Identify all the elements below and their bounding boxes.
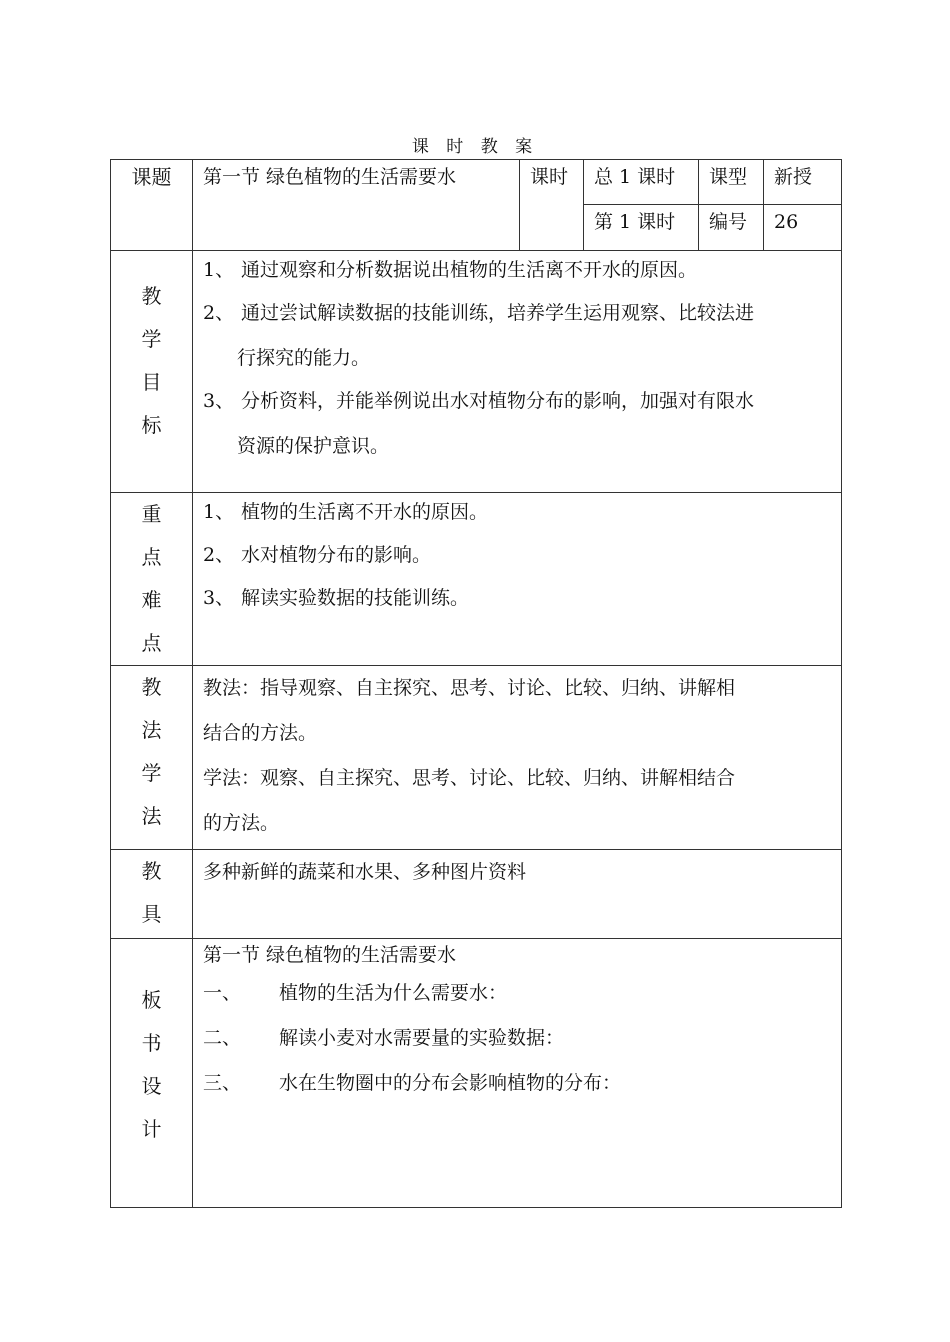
methods-row [111,666,842,850]
list-item: 3、 分析资料，并能举例说出水对植物分布的影响，加强对有限水 资源的保护意识。 [203,390,755,457]
board-row [111,939,842,1208]
current-period: 第 1 课时 [584,205,699,251]
type-label: 课型 [699,160,764,205]
objectives-list [193,251,842,493]
methods-label: 教 法 学 法 [111,666,193,850]
methods-line: 教法：指导观察、自主探究、思考、讨论、比较、归纳、讲解相 [203,677,736,699]
total-periods: 总 1 课时 [584,160,699,205]
tools-text: 多种新鲜的蔬菜和水果、多种图片资料 [193,850,842,939]
tools-label: 教 具 [111,850,193,939]
list-item: 1、 植物的生活离不开水的原因。 [203,501,489,523]
methods-text [193,666,842,850]
tools-row [111,850,842,939]
list-item: 2、 水对植物分布的影响。 [203,544,432,566]
topic-value: 第一节 绿色植物的生活需要水 [193,160,520,251]
number-label: 编号 [699,205,764,251]
list-item: 1、 通过观察和分析数据说出植物的生活离不开水的原因。 [203,259,698,281]
page-title: 课 时 教 案 [411,137,539,157]
board-title: 第一节 绿色植物的生活需要水 [203,944,457,966]
topic-label: 课题 [111,160,193,251]
board-content [193,939,842,1208]
methods-line: 的方法。 [203,812,280,834]
type-value: 新授 [764,160,842,205]
methods-line: 结合的方法。 [203,722,318,744]
board-label: 板 书 设 计 [111,939,193,1208]
list-item: 2、 通过尝试解读数据的技能训练，培养学生运用观察、比较法进 行探究的能力。 [203,302,755,369]
lesson-plan-table [110,159,842,1208]
key-points-label: 重 点 难 点 [111,493,193,666]
objectives-row [111,251,842,493]
number-value: 26 [764,205,842,251]
list-item: 三、 水在生物圈中的分布会影响植物的分布： [203,1072,622,1094]
objectives-label: 教 学 目 标 [111,251,193,493]
list-item: 二、 解读小麦对水需要量的实验数据： [203,1027,565,1049]
methods-line: 学法：观察、自主探究、思考、讨论、比较、归纳、讲解相结合 [203,767,736,789]
header-row-1 [111,160,842,205]
key-points-list [193,493,842,666]
list-item: 一、 植物的生活为什么需要水： [203,982,508,1004]
period-label: 课时 [520,160,584,251]
key-points-row [111,493,842,666]
list-item: 3、 解读实验数据的技能训练。 [203,587,470,609]
